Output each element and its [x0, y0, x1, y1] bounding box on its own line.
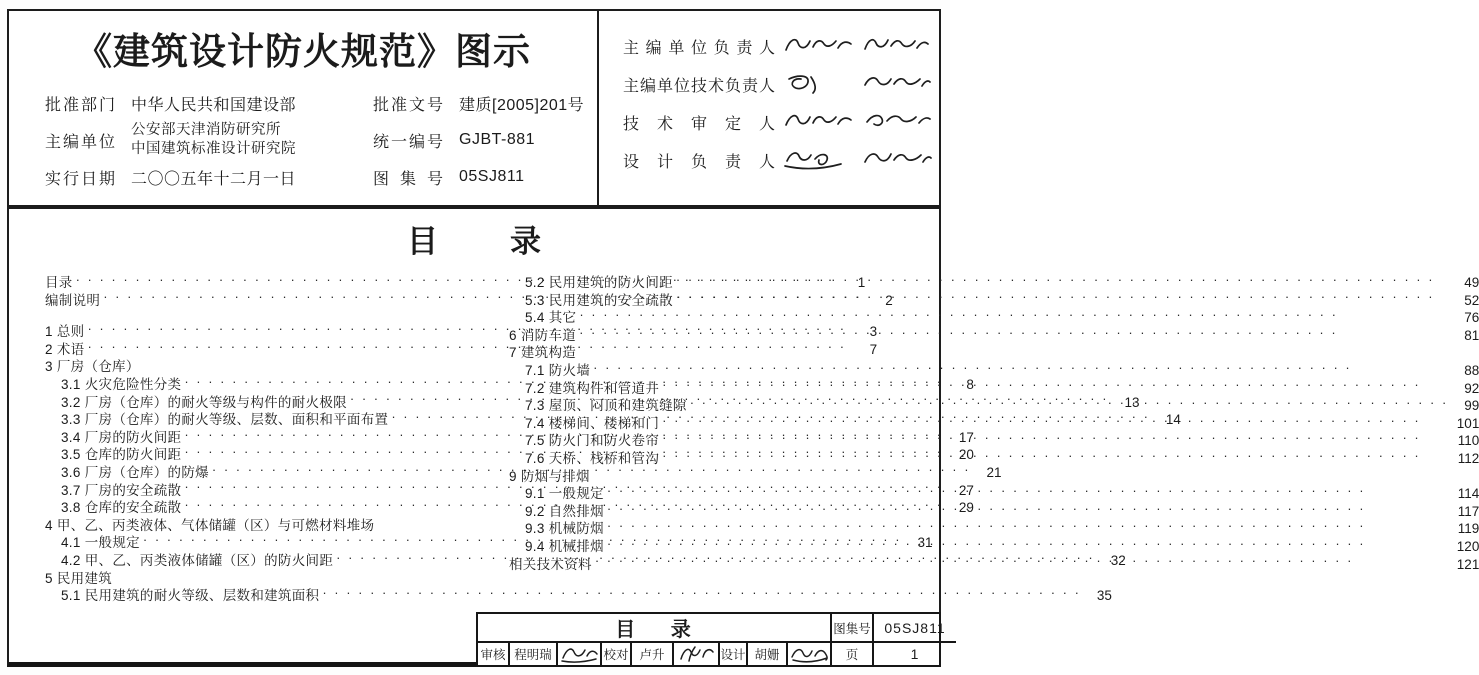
toc-page-number: 20	[958, 447, 974, 463]
approval-fields	[45, 89, 367, 191]
toc-page-number: 88	[1464, 362, 1479, 378]
leader-dots	[579, 328, 1448, 338]
handwritten-signature-scribble	[781, 71, 931, 97]
toc-page-number: 14	[1165, 412, 1181, 428]
toc-entry	[509, 429, 1479, 447]
toc-entry	[509, 271, 1479, 289]
handwritten-signature-scribble	[781, 33, 931, 59]
toc-entry	[509, 553, 1479, 571]
toc-entry	[509, 306, 1479, 324]
toc-columns	[45, 271, 1479, 604]
page-label: 页	[830, 641, 872, 665]
reviewer-signature-scribble	[556, 643, 600, 665]
toc-heading-char: 录	[510, 224, 541, 259]
toc-entry-title: 5.4 其它	[525, 310, 577, 326]
field-label: 图集号	[373, 170, 443, 188]
toc-entry	[509, 341, 1479, 359]
checker-name: 卢升	[630, 643, 672, 665]
leader-dots	[662, 380, 1448, 390]
leader-dots	[607, 504, 1448, 514]
toc-entry-title: 相关技术资料	[509, 556, 592, 572]
toc-page-number: 32	[1110, 552, 1126, 568]
signature-row	[623, 27, 931, 65]
field-label: 实行日期	[45, 170, 115, 188]
reviewer-name: 程明瑞	[508, 643, 556, 665]
toc-page-number: 92	[1464, 380, 1479, 396]
toc-page-number: 99	[1464, 398, 1479, 414]
toc-entry-title: 1 总则	[45, 324, 85, 340]
toc-page-number: 101	[1456, 415, 1479, 431]
field-label: 统一编号	[373, 133, 443, 151]
field-row-chief-editor	[45, 117, 367, 163]
toc-page-number: 117	[1457, 503, 1479, 519]
signature-role-label: 技术审定人	[623, 115, 775, 133]
toc-page-number: 119	[1457, 521, 1479, 537]
toc-page-number: 3	[869, 324, 878, 340]
field-value	[131, 121, 296, 159]
drawing-title-block	[476, 612, 946, 667]
atlas-number-label: 图集号	[830, 614, 872, 641]
toc-entry-title: 7 建筑构造	[509, 345, 577, 361]
toc-entry-title: 7.6 天桥、栈桥和管沟	[525, 450, 660, 466]
toc-entry-title: 3.3 厂房（仓库）的耐火等级、层数、面积和平面布置	[61, 412, 389, 428]
field-row-unified-number	[373, 117, 619, 163]
toc-page-number: 112	[1457, 450, 1479, 466]
leader-dots	[579, 310, 1448, 320]
header-section	[7, 9, 941, 207]
toc-page-number: 114	[1457, 486, 1479, 502]
signature-row	[623, 65, 931, 103]
toc-entry	[45, 514, 447, 532]
toc-page-number: 1	[857, 275, 866, 290]
toc-entry-title: 5.2 民用建筑的防火间距	[525, 275, 673, 290]
toc-entry-title: 7.3 屋顶、闷顶和建筑缝隙	[525, 398, 687, 414]
toc-entry-title: 7.2 建筑构件和管道井	[525, 380, 660, 396]
atlas-number-value: 05SJ811	[872, 614, 956, 641]
field-value: GJBT-881	[459, 131, 536, 148]
leader-dots	[662, 416, 1448, 426]
field-value: 中华人民共和国建设部	[131, 96, 297, 114]
designer-label: 设计	[718, 643, 746, 665]
toc-entry-title: 3.1 火灾危险性分类	[61, 376, 182, 392]
toc-entry	[509, 377, 1479, 395]
leader-dots	[676, 275, 1448, 285]
field-label: 批准部门	[45, 96, 115, 114]
checker-label: 校对	[600, 643, 630, 665]
toc-page-number: 17	[958, 429, 974, 445]
toc-page-number: 81	[1464, 327, 1479, 343]
toc-entry-title: 3.7 厂房的安全疏散	[61, 482, 182, 498]
toc-entry	[509, 412, 1479, 430]
toc-entry-title: 5 民用建筑	[45, 570, 113, 586]
toc-entry-title: 9.2 自然排烟	[525, 503, 604, 519]
field-value: 二〇〇五年十二月一日	[131, 170, 297, 188]
toc-entry-title: 3.5 仓库的防火间距	[61, 447, 182, 463]
toc-entry-title: 5.3 民用建筑的安全疏散	[525, 292, 673, 308]
toc-entry	[509, 359, 1479, 377]
designer-signature-scribble	[786, 643, 830, 665]
toc-entry-title: 3 厂房（仓库）	[45, 359, 140, 375]
leader-dots	[607, 539, 1448, 549]
toc-entry-title: 3.2 厂房（仓库）的耐火等级与构件的耐火极限	[61, 394, 347, 410]
toc-entry	[509, 289, 1479, 307]
toc-column-right	[509, 271, 1479, 602]
toc-entry-title: 3.6 厂房（仓库）的防爆	[61, 464, 209, 480]
leader-dots	[690, 398, 1449, 408]
toc-heading-char: 目	[407, 224, 438, 259]
field-row-atlas-number	[373, 163, 619, 191]
toc-page-number: 120	[1456, 538, 1479, 554]
leader-dots	[662, 433, 1448, 443]
toc-section	[7, 207, 1479, 667]
toc-page-number: 35	[1096, 588, 1112, 604]
toc-entry-title: 9.1 一般规定	[525, 486, 604, 502]
toc-entry-title: 7.1 防火墙	[525, 362, 591, 378]
field-label: 主编单位	[45, 133, 115, 151]
toc-entry-title: 9.3 机械防烟	[525, 521, 604, 537]
leader-dots	[676, 292, 1448, 302]
checker-signature-scribble	[672, 643, 718, 665]
field-row-approval-dept	[45, 89, 367, 117]
toc-entry	[509, 535, 1479, 553]
toc-heading	[9, 225, 939, 259]
responsible-signature-block	[599, 11, 939, 205]
toc-entry	[45, 584, 1112, 604]
handwritten-signature-scribble	[781, 109, 931, 135]
toc-entry	[509, 394, 1479, 412]
page-number-value: 1	[872, 641, 956, 665]
toc-entry	[509, 482, 1479, 500]
toc-entry-title: 目录	[45, 275, 73, 290]
toc-entry-title: 7.5 防火门和防火卷帘	[525, 433, 660, 449]
leader-dots	[607, 486, 1448, 496]
toc-spacer	[45, 306, 447, 320]
document-title: 《建筑设计防火规范》图示	[75, 31, 531, 72]
leader-dots	[593, 363, 1448, 373]
document-number-fields	[373, 89, 619, 191]
toc-entry	[509, 500, 1479, 518]
toc-entry-title: 编制说明	[45, 292, 101, 308]
toc-entry-title: 3.4 厂房的防火间距	[61, 429, 182, 445]
editor-org-1: 公安部天津消防研究所	[131, 122, 281, 138]
toc-entry	[509, 465, 1479, 483]
field-value: 建质[2005]201号	[459, 96, 585, 114]
toc-page-number: 121	[1456, 556, 1479, 572]
toc-entry-title: 4 甲、乙、丙类液体、气体储罐（区）与可燃材料堆场	[45, 517, 375, 533]
signature-row	[623, 141, 931, 179]
toc-page-number: 8	[966, 376, 974, 392]
toc-entry-title: 4.2 甲、乙、丙类液体储罐（区）的防火间距	[61, 552, 334, 568]
toc-page-number: 7	[869, 341, 878, 357]
signature-role-label: 主编单位负责人	[623, 39, 775, 57]
toc-page-number: 29	[958, 500, 974, 516]
handwritten-signature-scribble	[781, 147, 931, 173]
title-block-title: 目 录	[615, 619, 693, 641]
toc-page-number: 13	[1124, 394, 1140, 410]
editor-org-2: 中国建筑标准设计研究院	[131, 141, 296, 157]
toc-page-number: 31	[917, 535, 933, 551]
leader-dots	[607, 521, 1448, 531]
toc-page-number: 2	[885, 292, 893, 308]
field-row-approval-number	[373, 89, 619, 117]
toc-page-number: 52	[1464, 292, 1479, 308]
signature-role-label: 主编单位技术负责人	[623, 77, 775, 95]
toc-entry-title: 5.1 民用建筑的耐火等级、层数和建筑面积	[61, 588, 320, 604]
toc-entry-title: 6 消防车道	[509, 327, 577, 343]
header-left-panel	[9, 11, 599, 205]
toc-entry-title: 2 术语	[45, 341, 85, 357]
toc-entry	[509, 324, 1479, 342]
toc-entry	[509, 517, 1479, 535]
toc-page-number: 76	[1464, 310, 1479, 326]
toc-entry	[45, 567, 447, 585]
review-signature-strip	[478, 641, 830, 665]
toc-entry-title: 9 防烟与排烟	[509, 468, 590, 484]
field-value: 05SJ811	[459, 168, 525, 185]
toc-entry-title: 7.4 楼梯间、楼梯和门	[525, 415, 660, 431]
field-row-effective-date	[45, 163, 367, 191]
toc-entry-title: 4.1 一般规定	[61, 535, 140, 551]
signature-row	[623, 103, 931, 141]
toc-page-number: 110	[1457, 433, 1479, 449]
toc-page-number: 49	[1464, 275, 1479, 290]
toc-page-number: 27	[958, 482, 974, 498]
toc-entry	[45, 355, 447, 373]
reviewer-label: 审核	[480, 648, 506, 662]
toc-entry-title: 3.8 仓库的安全疏散	[61, 500, 182, 516]
toc-page-number: 21	[986, 464, 1002, 480]
designer-name: 胡姗	[746, 643, 786, 665]
toc-entry-title: 9.4 机械排烟	[525, 538, 604, 554]
toc-entry	[509, 447, 1479, 465]
field-label: 批准文号	[373, 96, 443, 114]
leader-dots	[595, 556, 1449, 566]
signature-role-label: 设计负责人	[623, 153, 775, 171]
leader-dots	[662, 451, 1448, 461]
